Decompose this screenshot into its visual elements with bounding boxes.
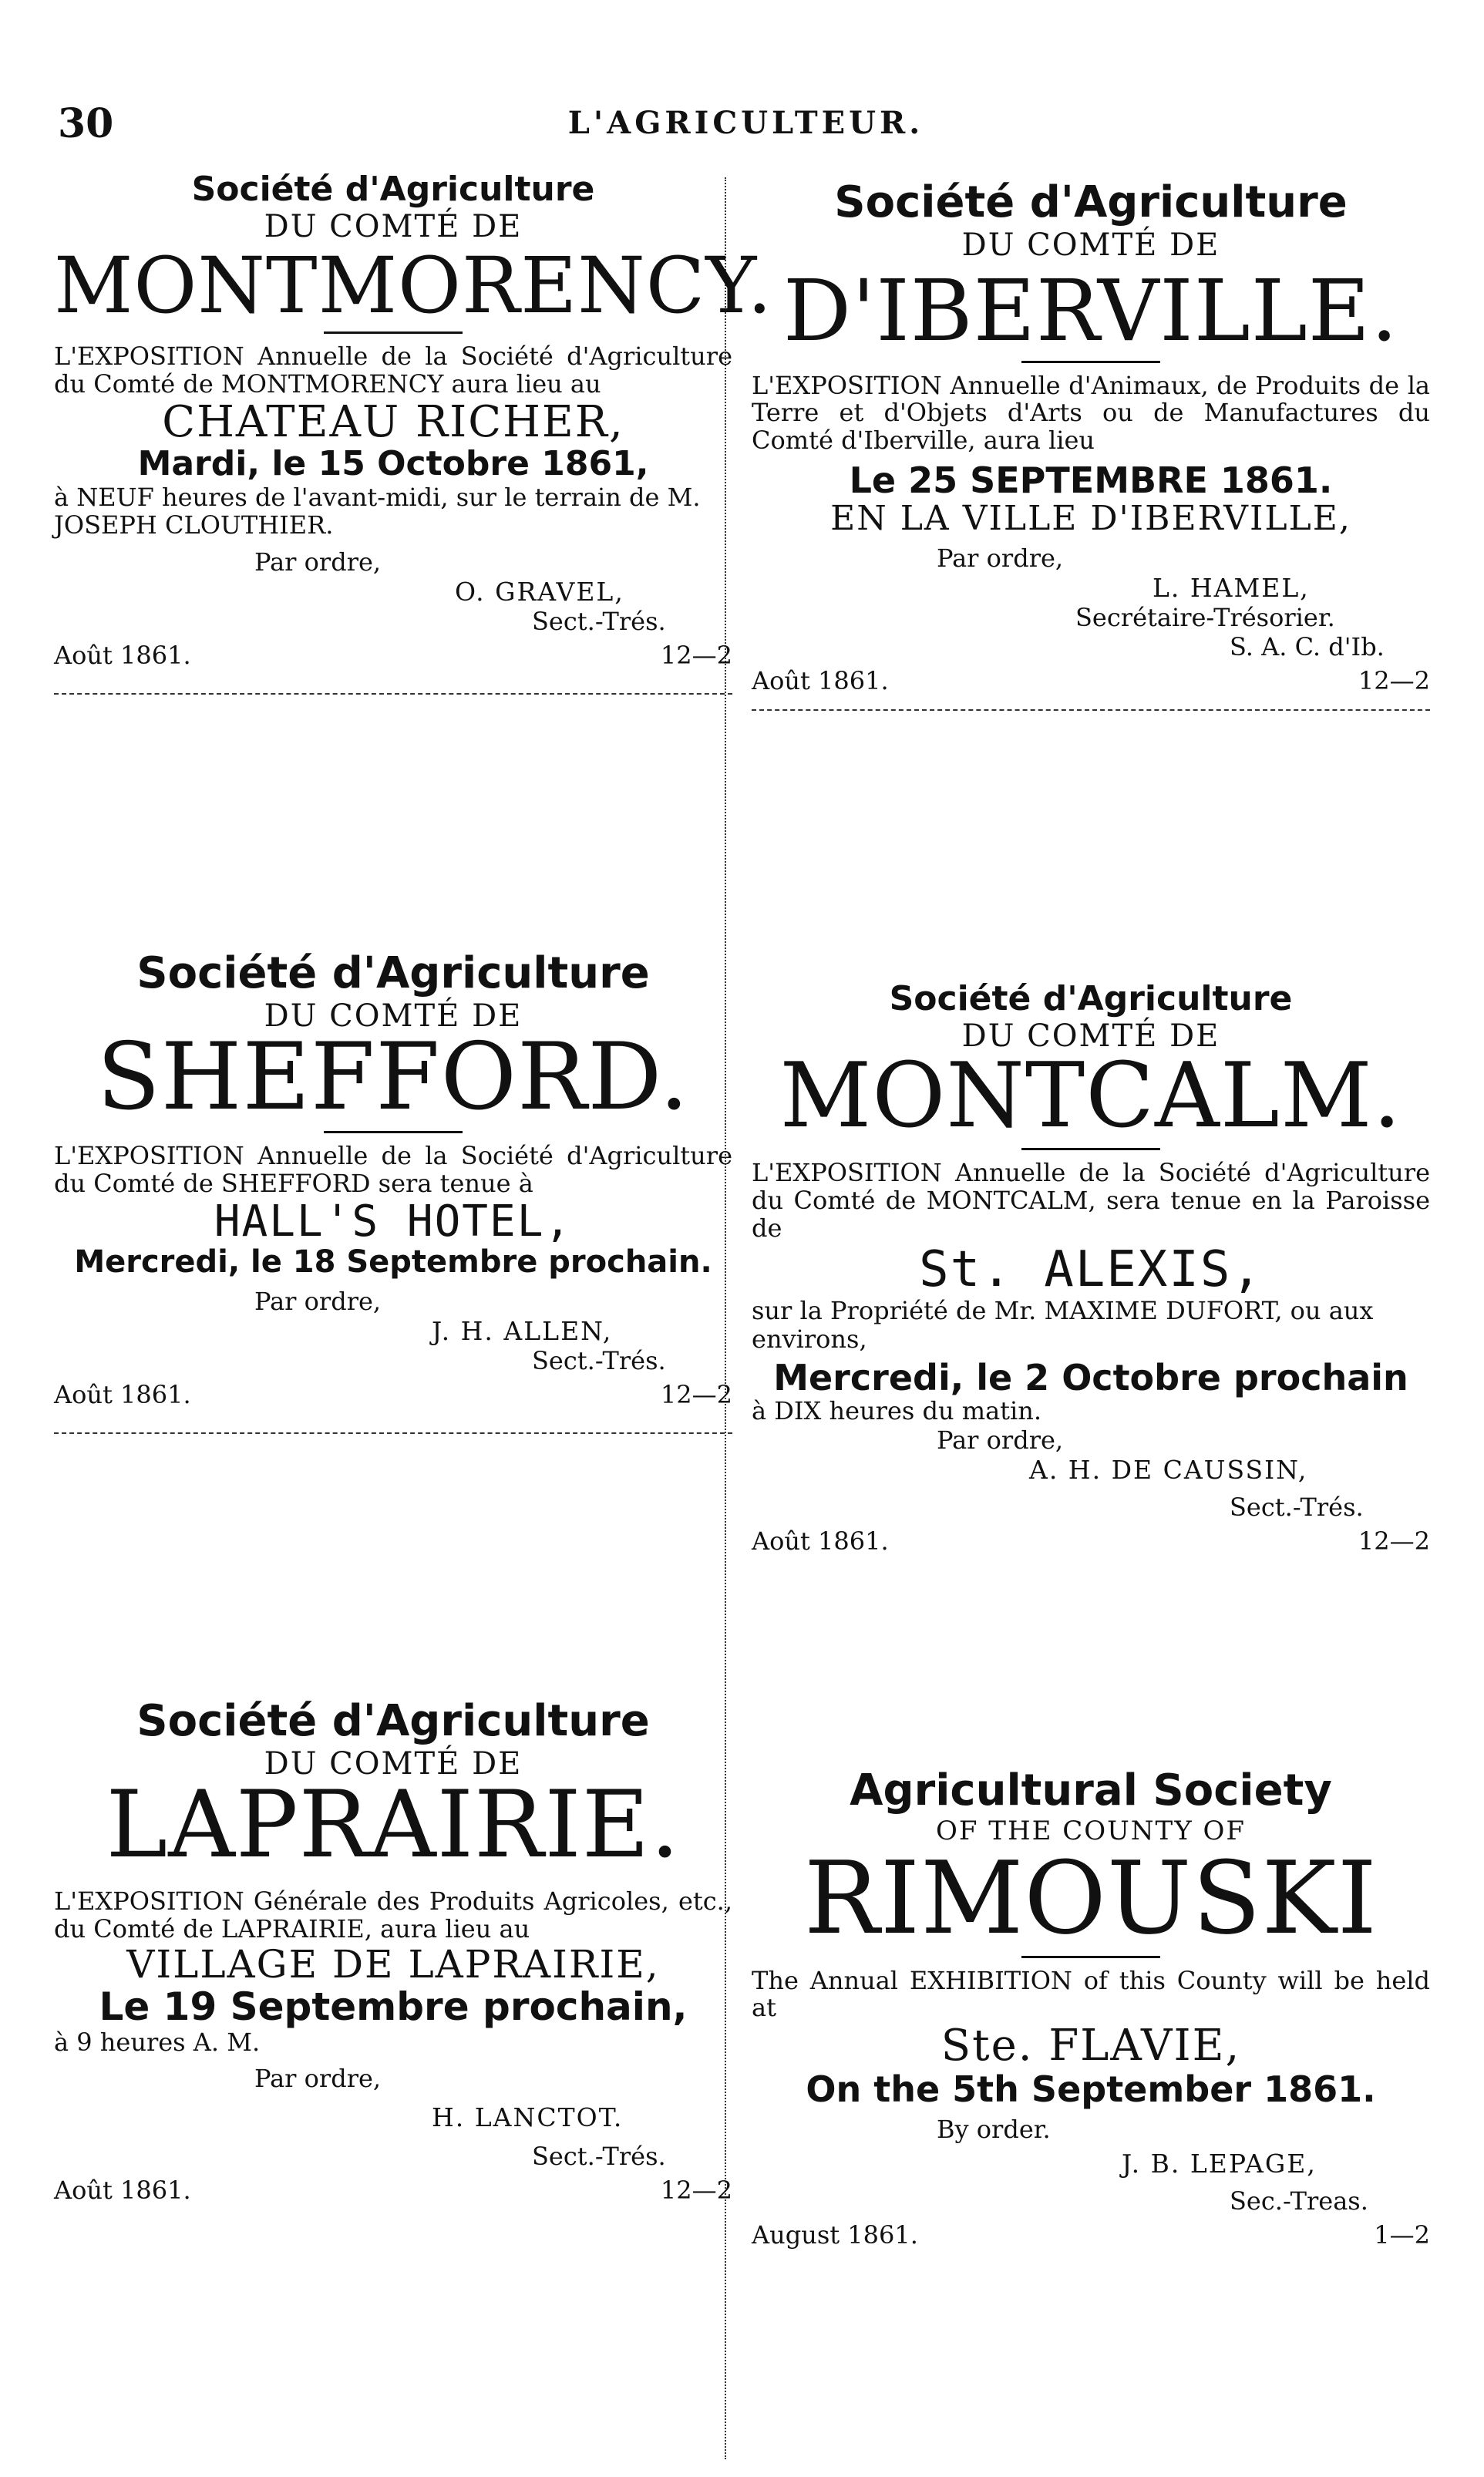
county-name: RIMOUSKI: [803, 1839, 1378, 1957]
notice-montmorency: [54, 170, 773, 695]
notice-body: L'EXPOSITION Annuelle d'Animaux, de Produits de la Terre et d'Objets d'Arts ou de Manufactures du Comté d'Iberville, aura lieu: [752, 370, 1430, 456]
issue-date: August 1861.: [752, 2220, 918, 2250]
par-ordre: Par ordre,: [254, 2064, 382, 2094]
par-ordre: Par ordre,: [254, 1287, 382, 1317]
notice-footer: [54, 641, 732, 670]
event-details: à NEUF heures de l'avant-midi, sur le terrain de M. JOSEPH CLOUTHIER.: [54, 482, 701, 540]
notice-footer: [752, 1526, 1430, 1556]
page-number: 30: [58, 100, 114, 147]
issue-date: Août 1861.: [752, 1526, 889, 1557]
separator: [54, 693, 732, 695]
society-name: Société d'Agriculture: [889, 979, 1293, 1018]
notice-iberville: [752, 177, 1430, 711]
comte-label: DU COMTÉ DE: [264, 209, 523, 244]
par-ordre: By order.: [937, 2115, 1051, 2145]
signatory-title: Sect.-Trés.: [532, 607, 666, 637]
society-name: Société d'Agriculture: [834, 177, 1348, 227]
county-name: D'IBERVILLE.: [782, 261, 1399, 360]
venue: Ste. FLAVIE,: [941, 2021, 1241, 2071]
comte-label: OF THE COUNTY OF: [936, 1816, 1246, 1846]
notice-body: L'EXPOSITION Annuelle de la Société d'Agriculture du Comté de MONTCALM, sera tenue en la Paroisse de: [752, 1158, 1430, 1243]
right-column: [752, 170, 1430, 2467]
event-details: sur la Propriété de Mr. MAXIME DUFORT, ou aux environs,: [752, 1296, 1374, 1354]
divider: [324, 332, 463, 334]
event-date: Mercredi, le 18 Septembre prochain.: [74, 1244, 712, 1281]
notice-laprairie: [54, 1696, 732, 2205]
signatory: J. B. LEPAGE,: [1122, 2149, 1317, 2179]
divider: [1021, 1148, 1160, 1150]
issue-date: Août 1861.: [54, 2176, 191, 2206]
comte-label: DU COMTÉ DE: [264, 998, 523, 1034]
signatory-title: Secrétaire-Trésorier.: [1075, 602, 1335, 632]
issue-code: 12—2: [1358, 1526, 1430, 1557]
issue-date: Août 1861.: [54, 1380, 191, 1410]
event-date: Le 19 Septembre prochain,: [99, 1984, 688, 2029]
comte-label: DU COMTÉ DE: [961, 1018, 1220, 1054]
par-ordre: Par ordre,: [937, 1425, 1064, 1456]
signatory: O. GRAVEL,: [455, 577, 624, 607]
notice-body: L'EXPOSITION Annuelle de la Société d'Agriculture du Comté de MONTMORENCY aura lieu au: [54, 342, 732, 399]
signatory: A. H. DE CAUSSIN,: [1029, 1455, 1308, 1486]
par-ordre: Par ordre,: [937, 543, 1064, 573]
event-details-2: à DIX heures du matin.: [752, 1396, 1042, 1426]
separator: [54, 1432, 732, 1434]
notice-montcalm: [752, 979, 1430, 1556]
running-title: L'AGRICULTEUR.: [567, 105, 924, 141]
county-name: LAPRAIRIE.: [106, 1772, 681, 1879]
venue: EN LA VILLE D'IBERVILLE,: [830, 498, 1351, 538]
society-name: Société d'Agriculture: [191, 170, 595, 209]
divider: [1021, 361, 1160, 363]
signatory-title-2: S. A. C. d'Ib.: [1230, 631, 1385, 661]
venue: CHATEAU RICHER,: [162, 396, 624, 447]
issue-code: 12—2: [660, 641, 732, 671]
county-name: SHEFFORD.: [96, 1024, 690, 1131]
issue-code: 12—2: [660, 1380, 732, 1410]
society-name: Société d'Agriculture: [136, 1696, 650, 1746]
issue-date: Août 1861.: [54, 641, 191, 671]
signatory-title: Sect.-Trés.: [1230, 1493, 1364, 1523]
county-name: MONTCALM.: [779, 1044, 1402, 1148]
notice-footer: [752, 2220, 1430, 2250]
society-name: Agricultural Society: [850, 1765, 1332, 1816]
signatory: H. LANCTOT.: [432, 2102, 624, 2133]
issue-code: 12—2: [1358, 665, 1430, 695]
event-date: Le 25 SEPTEMBRE 1861.: [849, 459, 1333, 501]
notice-body: L'EXPOSITION Générale des Produits Agricoles, etc., du Comté de LAPRAIRIE, aura lieu au: [54, 1886, 732, 1944]
comte-label: DU COMTÉ DE: [264, 1746, 523, 1782]
notice-body: The Annual EXHIBITION of this County will be held at: [752, 1965, 1430, 2023]
signatory-title: Sect.-Trés.: [532, 1346, 666, 1376]
event-details: à 9 heures A. M.: [54, 2027, 261, 2057]
page-header: [58, 100, 1434, 146]
divider: [324, 1131, 463, 1133]
signatory: L. HAMEL,: [1153, 572, 1310, 603]
issue-code: 12—2: [660, 2176, 732, 2206]
venue: HALL'S HOTEL,: [214, 1196, 573, 1247]
left-column: [54, 170, 773, 2467]
issue-code: 1—2: [1374, 2220, 1430, 2250]
event-date: On the 5th September 1861.: [806, 2068, 1376, 2110]
separator: [752, 709, 1430, 711]
par-ordre: Par ordre,: [254, 547, 382, 577]
notice-rimouski: [752, 1765, 1430, 2250]
society-name: Société d'Agriculture: [136, 948, 650, 998]
event-date: Mercredi, le 2 Octobre prochain: [773, 1356, 1408, 1398]
notice-footer: [54, 2176, 732, 2205]
signatory: J. H. ALLEN,: [432, 1316, 613, 1347]
venue: VILLAGE DE LAPRAIRIE,: [126, 1941, 660, 1987]
signatory-title: Sect.-Trés.: [532, 2142, 666, 2172]
notice-shefford: [54, 948, 732, 1434]
county-name: MONTMORENCY.: [54, 241, 773, 331]
event-date: Mardi, le 15 Octobre 1861,: [137, 444, 649, 484]
venue: St. ALEXIS,: [919, 1240, 1263, 1298]
signatory-title: Sec.-Treas.: [1230, 2186, 1368, 2216]
issue-date: Août 1861.: [752, 665, 889, 695]
notice-body: L'EXPOSITION Annuelle de la Société d'Agriculture du Comté de SHEFFORD sera tenue à: [54, 1141, 732, 1198]
notice-footer: [752, 666, 1430, 695]
notice-footer: [54, 1380, 732, 1409]
comte-label: DU COMTÉ DE: [961, 227, 1220, 263]
